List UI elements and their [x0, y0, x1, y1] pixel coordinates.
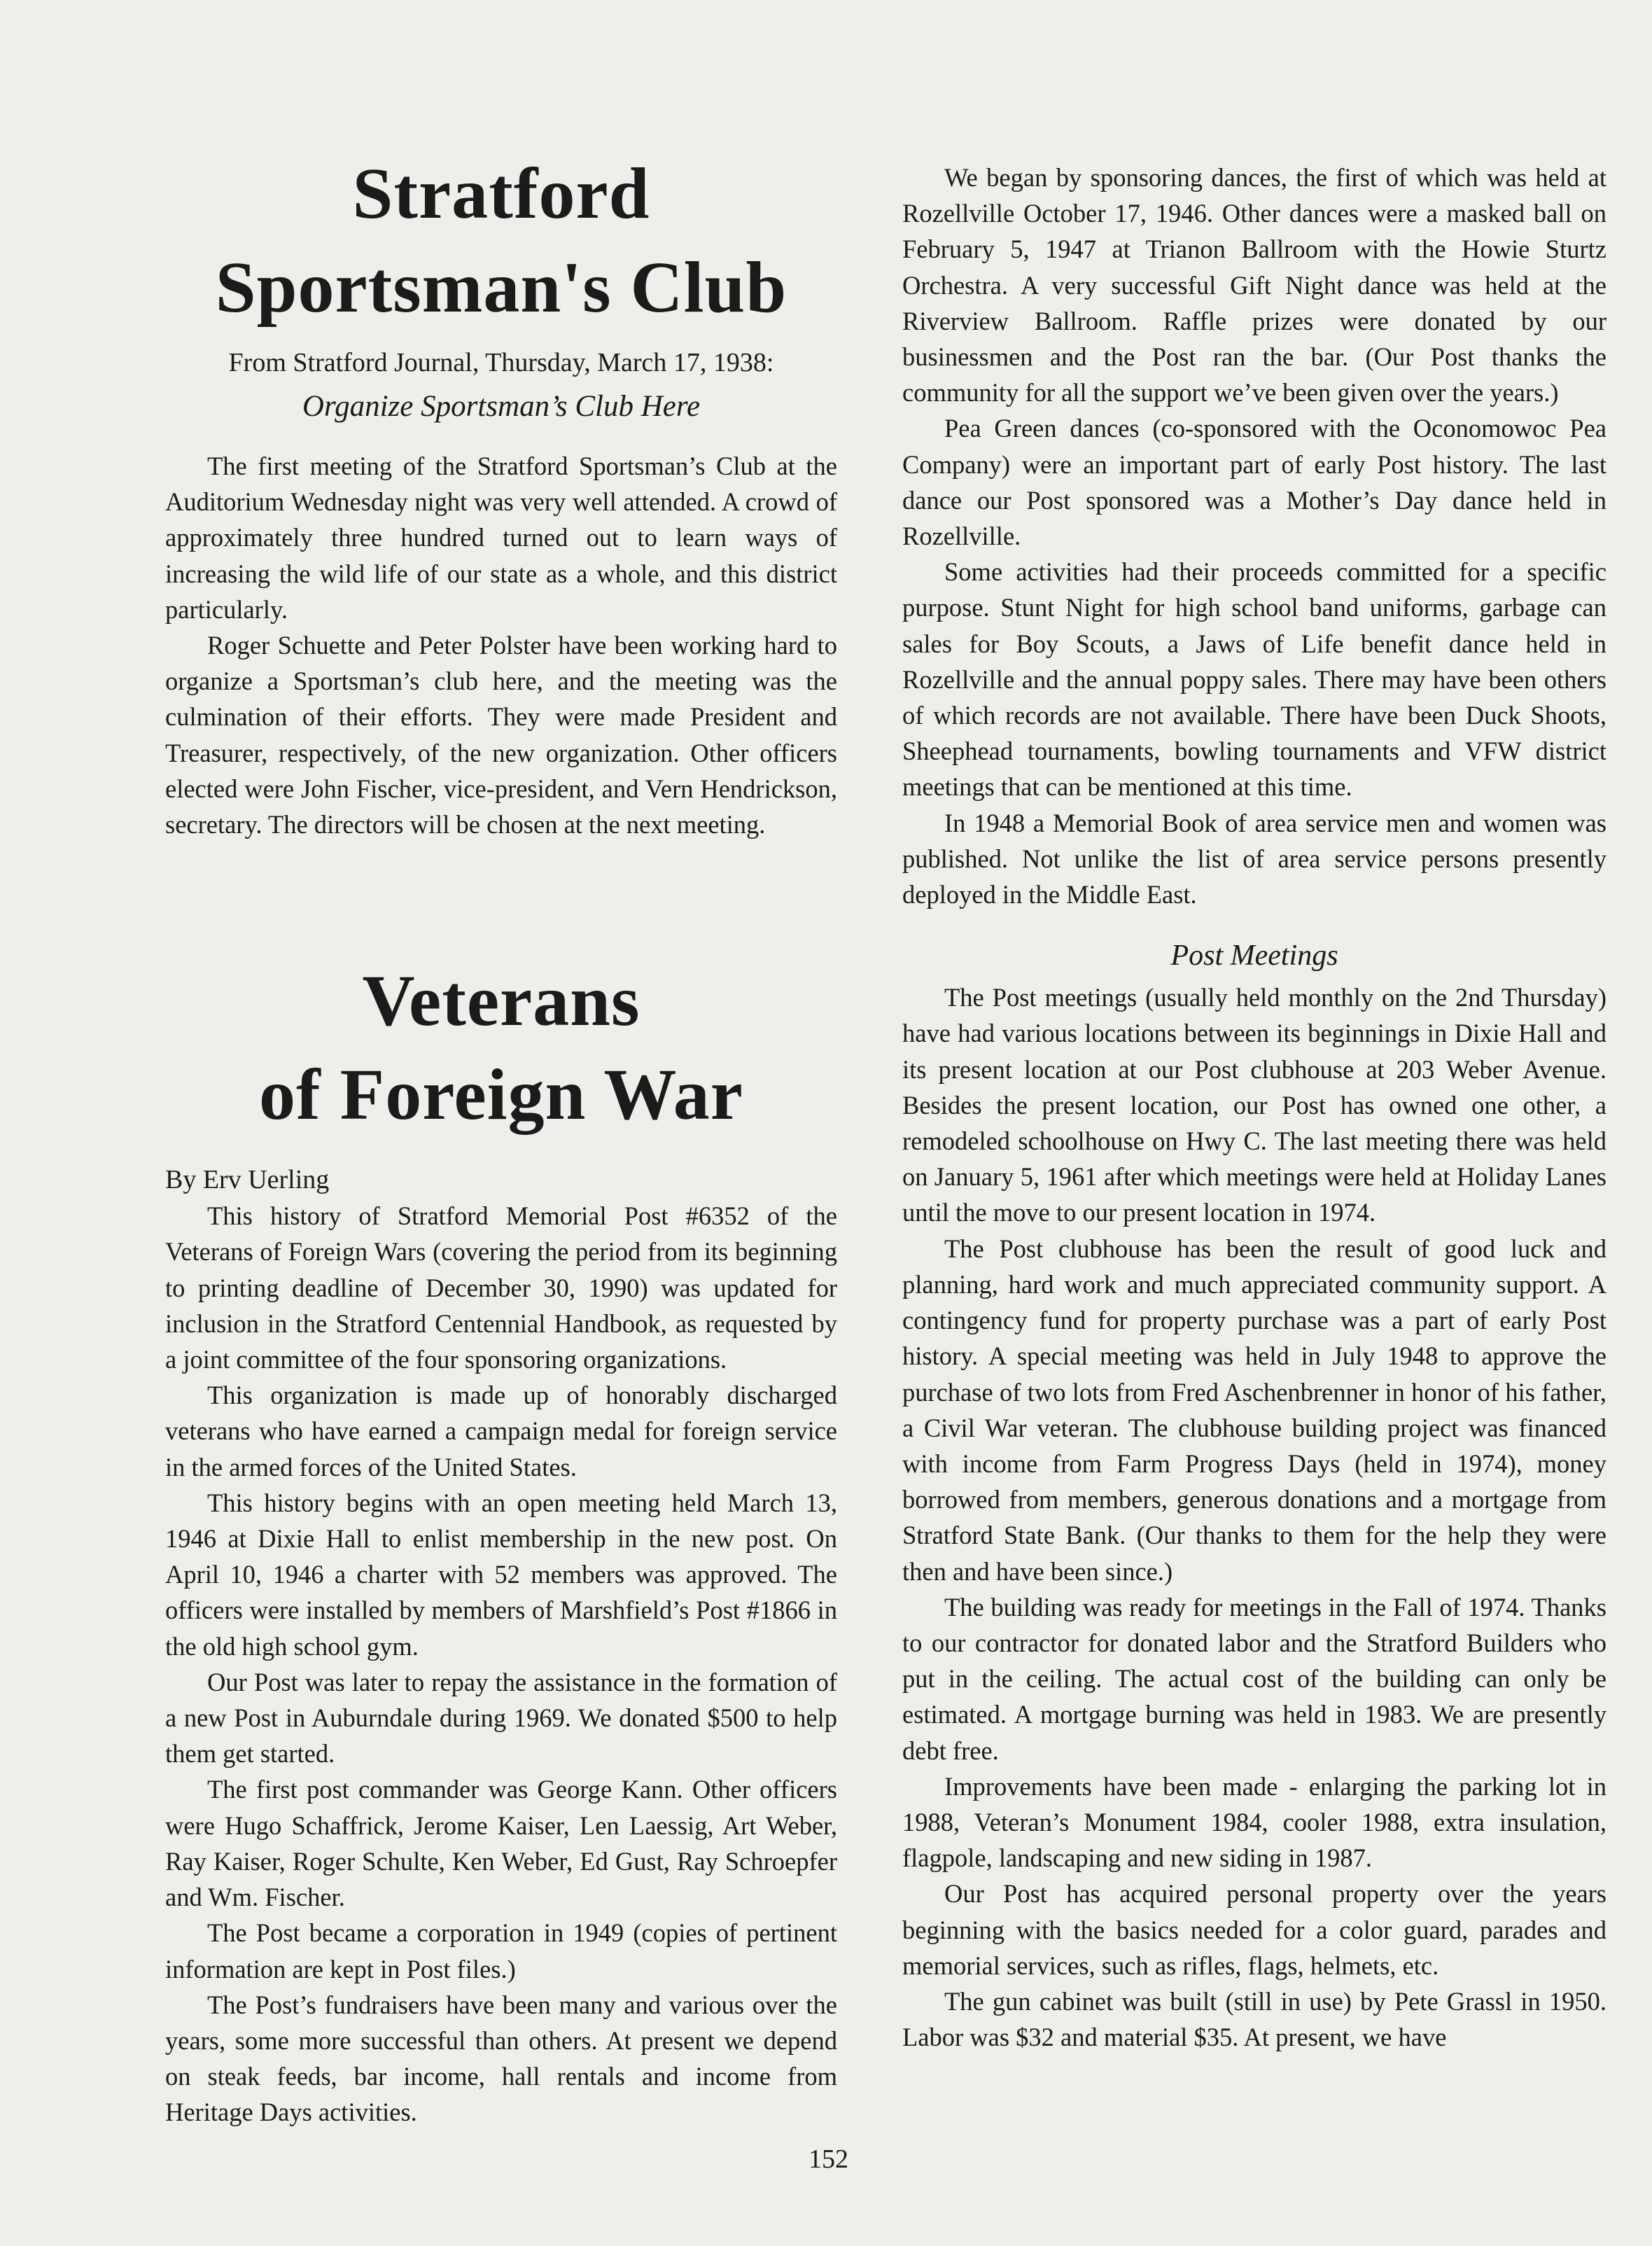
paragraph: Improvements have been made - enlarging the parking lot in 1988, Veteran’s Monument 1984, cooler 1988, extra insulation, flagpole, landscaping and new siding in 1987.: [902, 1771, 1606, 1873]
article-headline: Organize Sportsman’s Club Here: [302, 390, 701, 423]
paragraph: The gun cabinet was built (still in use) by Pete Grassl in 1950. Labor was $32 and material $35. At present, we have: [902, 1986, 1606, 2052]
veterans-of-foreign-war-title: [165, 954, 837, 1142]
paragraph: This history of Stratford Memorial Post #6352 of the Veterans of Foreign Wars (covering the period from its beginning to printing deadline of December 30, 1990) was updated for inclusion in the Stratford Centennial Handbook, as requested by a joint committee of the four sponsoring organizations.: [165, 1201, 837, 1374]
stratford-sportsmans-club-title: [165, 147, 837, 335]
paragraph: The Post clubhouse has been the result of good luck and planning, hard work and much appreciated community support. A contingency fund for property purchase was a part of early Post history. A special meeting was held in July 1948 to approve the purchase of two lots from Fred Aschenbrenner in honor of his father, a Civil War veteran. The clubhouse building project was financed with income from Farm Progress Days (held in 1974), money borrowed from members, generous donations and a mortgage from Stratford State Bank. (Our thanks to them for the help they were then and have been since.): [902, 1234, 1606, 1586]
paragraph: Roger Schuette and Peter Polster have been working hard to organize a Sportsman’s club here, and the meeting was the culmination of their efforts. They were made President and Treasurer, respectively, of the new organization. Other officers elected were John Fischer, vice-president, and Vern Hendrickson, secretary. The directors will be chosen at the next meeting.: [165, 631, 837, 839]
paragraph: The first meeting of the Stratford Sportsman’s Club at the Auditorium Wednesday night was very well attended. A crowd of approximately three hundred turned out to learn ways of increasing the wild life of our state as a whole, and this district particularly.: [165, 452, 837, 624]
paragraph: Some activities had their proceeds committed for a specific purpose. Stunt Night for high school band uniforms, garbage can sales for Boy Scouts, a Jaws of Life benefit dance held in Rozellville and the annual poppy sales. There may have been others of which records are not available. There have been Duck Shoots, Sheephead tournaments, bowling tournaments and VFW district meetings that can be mentioned at this time.: [902, 557, 1606, 802]
page-number: 152: [808, 2144, 848, 2174]
paragraph: This history begins with an open meeting held March 13, 1946 at Dixie Hall to enlist membership in the new post. On April 10, 1946 a charter with 52 members was approved. The officers were installed by members of Marshfield’s Post #1866 in the old high school gym.: [165, 1488, 837, 1661]
title-line: Veterans: [362, 961, 640, 1042]
title-line: of Foreign War: [259, 1054, 743, 1136]
post-meetings-subheading: Post Meetings: [1170, 940, 1338, 972]
paragraph: In 1948 a Memorial Book of area service men and women was published. Not unlike the list of area service persons presently deployed in the Middle East.: [902, 808, 1606, 909]
right-column: [902, 160, 1606, 2055]
article-source: From Stratford Journal, Thursday, March 17, 1938:: [228, 348, 774, 377]
paragraph: Our Post was later to repay the assistance in the formation of a new Post in Auburndale during 1969. We donated $500 to help them get started.: [165, 1667, 837, 1769]
title-line: Stratford: [352, 153, 650, 234]
paragraph: The Post meetings (usually held monthly on the 2nd Thursday) have had various locations between its beginnings in Dixie Hall and its present location at our Post clubhouse at 203 Weber Avenue. Besides the present location, our Post has owned one other, a remodeled schoolhouse on Hwy C. The last meeting there was held on January 5, 1961 after which meetings were held at Holiday Lanes until the move to our present location in 1974.: [902, 983, 1606, 1227]
paragraph: Our Post has acquired personal property over the years beginning with the basics needed for a color guard, parades and memorial services, such as rifles, flags, helmets, etc.: [902, 1879, 1606, 1980]
byline: By Erv Uerling: [165, 1165, 330, 1195]
title-line: Sportsman's Club: [215, 247, 788, 328]
left-column: [165, 147, 837, 2130]
paragraph: We began by sponsoring dances, the first of which was held at Rozellville October 17, 1946. Other dances were a masked ball on February 5, 1947 at Trianon Ballroom with the Howie Sturtz Orchestra. A very successful Gift Night dance was held at the Riverview Ballroom. Raffle prizes were donated by our businessmen and the Post ran the bar. (Our Post thanks the community for all the support we’ve been given over the years.): [902, 163, 1606, 407]
paragraph: The Post’s fundraisers have been many and various over the years, some more successful than others. At present we depend on steak feeds, bar income, hall rentals and income from Heritage Days activities.: [165, 1990, 837, 2127]
paragraph: The first post commander was George Kann. Other officers were Hugo Schaffrick, Jerome Kaiser, Len Laessig, Art Weber, Ray Kaiser, Roger Schulte, Ken Weber, Ed Gust, Ray Schroepfer and Wm. Fischer.: [165, 1775, 837, 1912]
paragraph: Pea Green dances (co-sponsored with the Oconomowoc Pea Company) were an important part of early Post history. The last dance our Post sponsored was a Mother’s Day dance held in Rozellville.: [902, 414, 1606, 551]
paragraph: The building was ready for meetings in the Fall of 1974. Thanks to our contractor for donated labor and the Stratford Builders who put in the ceiling. The actual cost of the building can only be estimated. A mortgage burning was held in 1983. We are presently debt free.: [902, 1592, 1606, 1765]
paragraph: This organization is made up of honorably discharged veterans who have earned a campaign medal for foreign service in the armed forces of the United States.: [165, 1381, 837, 1481]
paragraph: The Post became a corporation in 1949 (copies of pertinent information are kept in Post files.): [165, 1918, 837, 1983]
